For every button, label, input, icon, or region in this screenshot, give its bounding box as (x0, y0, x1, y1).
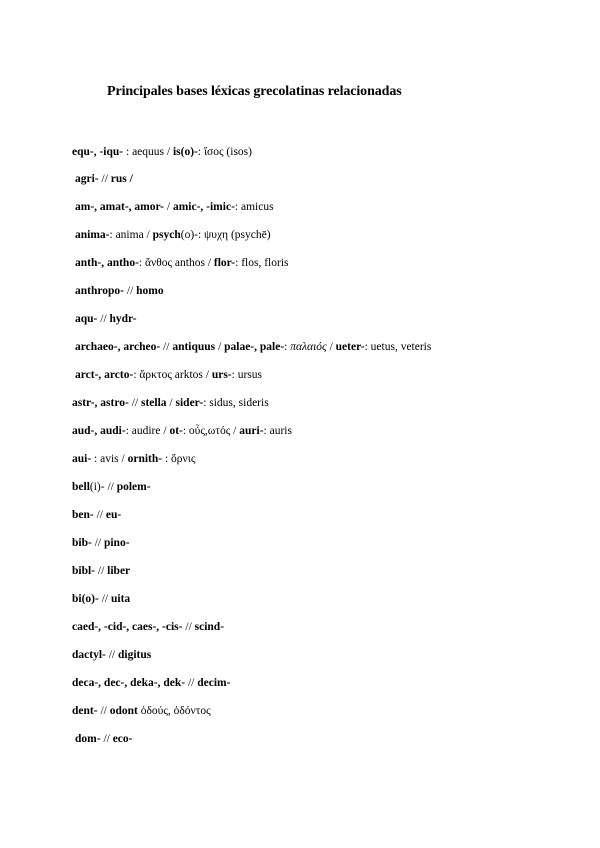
entry-line (72, 452, 195, 466)
entry-text: / (215, 341, 225, 353)
entry-line (75, 368, 262, 382)
entry-line (72, 620, 224, 634)
page-title: Principales bases léxicas grecolatinas relacionadas (107, 84, 402, 99)
entry-text: // (97, 313, 110, 325)
entry-term: palae-, pale- (224, 341, 285, 353)
entry-text: : amicus (234, 201, 274, 213)
entry-text: // (105, 649, 118, 661)
entry-text: // (95, 565, 108, 577)
entry-term: arct-, arcto- (75, 369, 134, 381)
entry-text: : aequus / (123, 146, 173, 158)
entry-term: ornith- (127, 453, 163, 465)
entry-line (75, 200, 274, 214)
entry-line (72, 145, 252, 159)
entry-term: bi(o)- (72, 593, 99, 605)
entry-term: ben- (72, 509, 94, 521)
entry-term: polem- (116, 481, 151, 493)
entry-term: bell (72, 481, 90, 493)
entry-text: // (98, 173, 111, 185)
entry-text: : audire / (125, 425, 170, 437)
entry-text: // (124, 285, 137, 297)
entry-line (72, 480, 151, 494)
entry-line (75, 256, 289, 270)
entry-line (72, 592, 130, 606)
entry-text: // (100, 733, 113, 745)
entry-line (75, 172, 133, 186)
entry-term: anthropo- (75, 285, 124, 297)
entry-text: : auris (263, 425, 292, 437)
entry-text: : ἄνθος anthos / (138, 257, 214, 269)
entry-term: homo (136, 285, 164, 297)
entry-term: eco- (112, 733, 133, 745)
entry-text: / (166, 397, 176, 409)
entry-line (75, 284, 164, 298)
entry-line (75, 312, 137, 326)
entry-line (72, 424, 292, 438)
entry-line (75, 228, 271, 242)
entry-term: decim- (197, 677, 231, 689)
entry-term: dactyl- (72, 649, 106, 661)
entry-line (72, 564, 130, 578)
entry-term: archaeo-, archeo- (75, 341, 161, 353)
entry-term: uita (110, 593, 131, 605)
entry-term: eu- (105, 509, 122, 521)
entry-term: astr-, astro- (72, 397, 129, 409)
entry-text: : ἄρκτος arktos / (133, 369, 212, 381)
entry-line (72, 396, 269, 410)
entry-text: : (284, 341, 291, 353)
entry-term: anth-, antho- (75, 257, 139, 269)
entry-text: : ὄρνις (162, 453, 196, 465)
entry-text: : sidus, sideris (203, 397, 269, 409)
entry-text: : anima / (109, 229, 153, 241)
entry-term: equ-, -iqu- (72, 146, 124, 158)
entry-text: // (97, 705, 110, 717)
entry-term: aud-, audi- (72, 425, 126, 437)
entry-term: liber (107, 565, 131, 577)
entry-term: psych (152, 229, 181, 241)
entry-text: παλαιός (290, 341, 327, 353)
entry-term: ueter- (335, 341, 365, 353)
entry-text: : οὖς,ωτός / (182, 425, 240, 437)
entry-term: bibl- (72, 565, 96, 577)
entry-term: ot- (169, 425, 183, 437)
entry-term: caed-, -cid-, caes-, -cis- (72, 621, 183, 633)
entry-term: aui- (72, 453, 92, 465)
entry-text: : ursus (231, 369, 262, 381)
entry-term: agri- (75, 173, 99, 185)
entry-text: : uetus, veteris (364, 341, 432, 353)
entry-term: urs- (211, 369, 232, 381)
entry-term: bib- (72, 537, 92, 549)
entry-text: // (128, 397, 141, 409)
entry-text: : ἴσος (isos) (197, 146, 252, 158)
entry-text: : flos, floris (235, 257, 289, 269)
entry-text: // (185, 677, 198, 689)
entry-term: pino- (103, 537, 130, 549)
entry-line (75, 340, 431, 354)
entry-term: sider- (175, 397, 204, 409)
entry-text: (i)- // (89, 481, 117, 493)
entry-line (72, 648, 151, 662)
entry-line (72, 536, 130, 550)
entry-text: // (160, 341, 173, 353)
entry-text: / (164, 201, 173, 213)
entry-term: digitus (118, 649, 152, 661)
entry-term: is(o)- (172, 146, 198, 158)
entry-text: ὀδούς, ὀδόντος (137, 705, 211, 717)
entry-term: anima- (75, 229, 110, 241)
entry-term: flor- (213, 257, 236, 269)
entry-text: // (98, 593, 111, 605)
entry-text: // (182, 621, 195, 633)
entry-term: hydr- (109, 313, 137, 325)
entry-term: odont (109, 705, 138, 717)
entry-text: (o)-: ψυχη (psychē) (180, 229, 271, 241)
entry-line (72, 704, 211, 718)
entry-term: amic-, -imic- (172, 201, 235, 213)
entry-line (72, 508, 121, 522)
entry-text: : avis / (91, 453, 128, 465)
entry-line (75, 732, 133, 746)
entry-term: stella (140, 397, 167, 409)
entry-term: rus / (110, 173, 133, 185)
entry-term: scind- (194, 621, 225, 633)
entry-term: antiquus (172, 341, 216, 353)
entry-text: / (326, 341, 336, 353)
entry-term: am-, amat-, amor- (75, 201, 164, 213)
entry-term: aqu- (75, 313, 98, 325)
entry-term: dom- (75, 733, 101, 745)
entry-term: auri- (239, 425, 264, 437)
entry-line (72, 676, 230, 690)
entry-term: dent- (72, 705, 98, 717)
entry-text: // (91, 537, 104, 549)
entry-text: // (93, 509, 106, 521)
entry-term: deca-, dec-, deka-, dek- (72, 677, 186, 689)
